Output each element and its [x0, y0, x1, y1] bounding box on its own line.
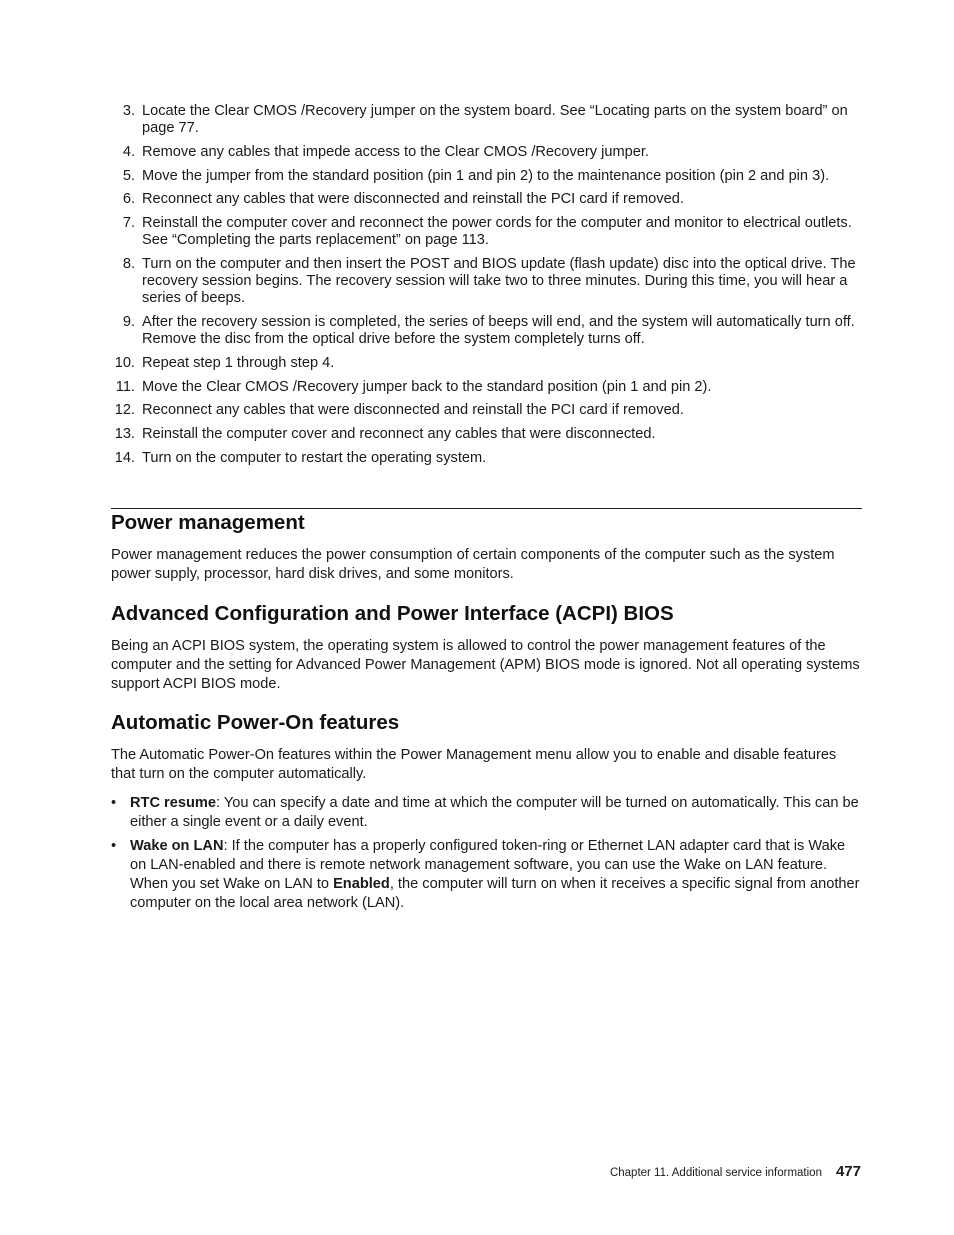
step-number: 3. [122, 103, 135, 119]
step-text: Reconnect any cables that were disconnected and reinstall the PCI card if removed. [142, 402, 684, 419]
list-item [111, 402, 863, 419]
step-text: Repeat step 1 through step 4. [142, 354, 335, 371]
step-text: Turn on the computer to restart the operating system. [142, 449, 487, 466]
recovery-steps-list [111, 103, 863, 473]
automatic-power-on-paragraph: The Automatic Power-On features within the Power Management menu allow you to enable and disable features that turn on the computer automatically. [111, 747, 837, 782]
step-number: 10. [114, 354, 135, 371]
step-number: 12. [114, 402, 135, 419]
list-item [111, 168, 863, 185]
step-number: 7. [122, 215, 135, 232]
section-heading-automatic-power-on: Automatic Power-On features [111, 711, 400, 734]
list-item [111, 355, 863, 372]
list-item [111, 103, 863, 137]
section-divider [111, 508, 862, 509]
step-number: 9. [122, 314, 135, 331]
power-on-features-list [111, 794, 863, 918]
step-text: Move the jumper from the standard position (pin 1 and pin 2) to the maintenance position (pin 2 and pin 3). [142, 167, 830, 184]
step-text: Reconnect any cables that were disconnected and reinstall the PCI card if removed. [142, 191, 684, 208]
step-text: Remove any cables that impede access to the Clear CMOS /Recovery jumper. [142, 143, 649, 160]
bullet-text: , the computer will turn on when it receives a specific signal from another computer on the local area network (LAN). [130, 876, 860, 911]
step-text: After the recovery session is completed, the series of beeps will end, and the system will automatically turn off. Remove the disc from the optical drive before the system completely turns off. [142, 314, 855, 348]
step-number: 6. [122, 191, 135, 208]
bullet-text: : You can specify a date and time at which the computer will be turned on automatically. This can be either a single event or a daily event. [130, 795, 859, 830]
list-item [111, 450, 863, 467]
page-number: 477 [835, 1163, 861, 1180]
list-item [111, 191, 863, 208]
page-footer [610, 1163, 861, 1181]
list-item [111, 215, 863, 249]
bullet-icon: • [111, 795, 117, 811]
step-text: Turn on the computer and then insert the POST and BIOS update (flash update) disc into the optical drive. The recovery session begins. The recovery session will take two to three minutes. During this time, you will hear a series of beeps. [142, 255, 856, 307]
step-number: 13. [114, 426, 135, 443]
footer-chapter-title: Chapter 11. Additional service information [609, 1167, 822, 1179]
acpi-paragraph: Being an ACPI BIOS system, the operating system is allowed to control the power management features of the computer and the setting for Advanced Power Management (APM) BIOS mode is ignored. Not all operating systems support ACPI BIOS mode. [111, 638, 860, 692]
step-number: 5. [122, 167, 135, 184]
step-number: 4. [122, 143, 135, 160]
bullet-term: RTC resume [130, 795, 216, 811]
list-item [111, 256, 863, 308]
section-heading-acpi: Advanced Configuration and Power Interface (ACPI) BIOS [111, 602, 674, 625]
step-text: Move the Clear CMOS /Recovery jumper back to the standard position (pin 1 and pin 2). [142, 378, 712, 395]
power-management-paragraph: Power management reduces the power consumption of certain components of the computer such as the system power supply, processor, hard disk drives, and some monitors. [111, 547, 835, 582]
bullet-term: Wake on LAN [130, 838, 224, 854]
bullet-icon: • [111, 838, 117, 854]
section-heading-power-management: Power management [111, 511, 305, 534]
step-number: 14. [114, 449, 135, 466]
step-text: Reinstall the computer cover and reconnect any cables that were disconnected. [142, 426, 656, 443]
bullet-inline-bold: Enabled [333, 876, 390, 892]
step-number: 8. [122, 255, 135, 272]
bullet-text: : If the computer has a properly configured token-ring or Ethernet LAN adapter card that is Wake on LAN-enabled and there is remote network management software, you can use the Wake on LAN feature. When you set Wake on LAN to [130, 838, 846, 892]
step-text: Locate the Clear CMOS /Recovery jumper on the system board. See “Locating parts on the system board” on page 77. [142, 103, 848, 137]
list-item [111, 144, 863, 161]
list-item [111, 379, 863, 396]
list-item [111, 426, 863, 443]
step-number: 11. [115, 378, 135, 395]
list-item [111, 314, 863, 348]
step-text: Reinstall the computer cover and reconnect the power cords for the computer and monitor to electrical outlets. See “Completing the parts replacement” on page 113. [142, 215, 852, 249]
list-item [111, 794, 863, 832]
list-item [111, 837, 863, 913]
